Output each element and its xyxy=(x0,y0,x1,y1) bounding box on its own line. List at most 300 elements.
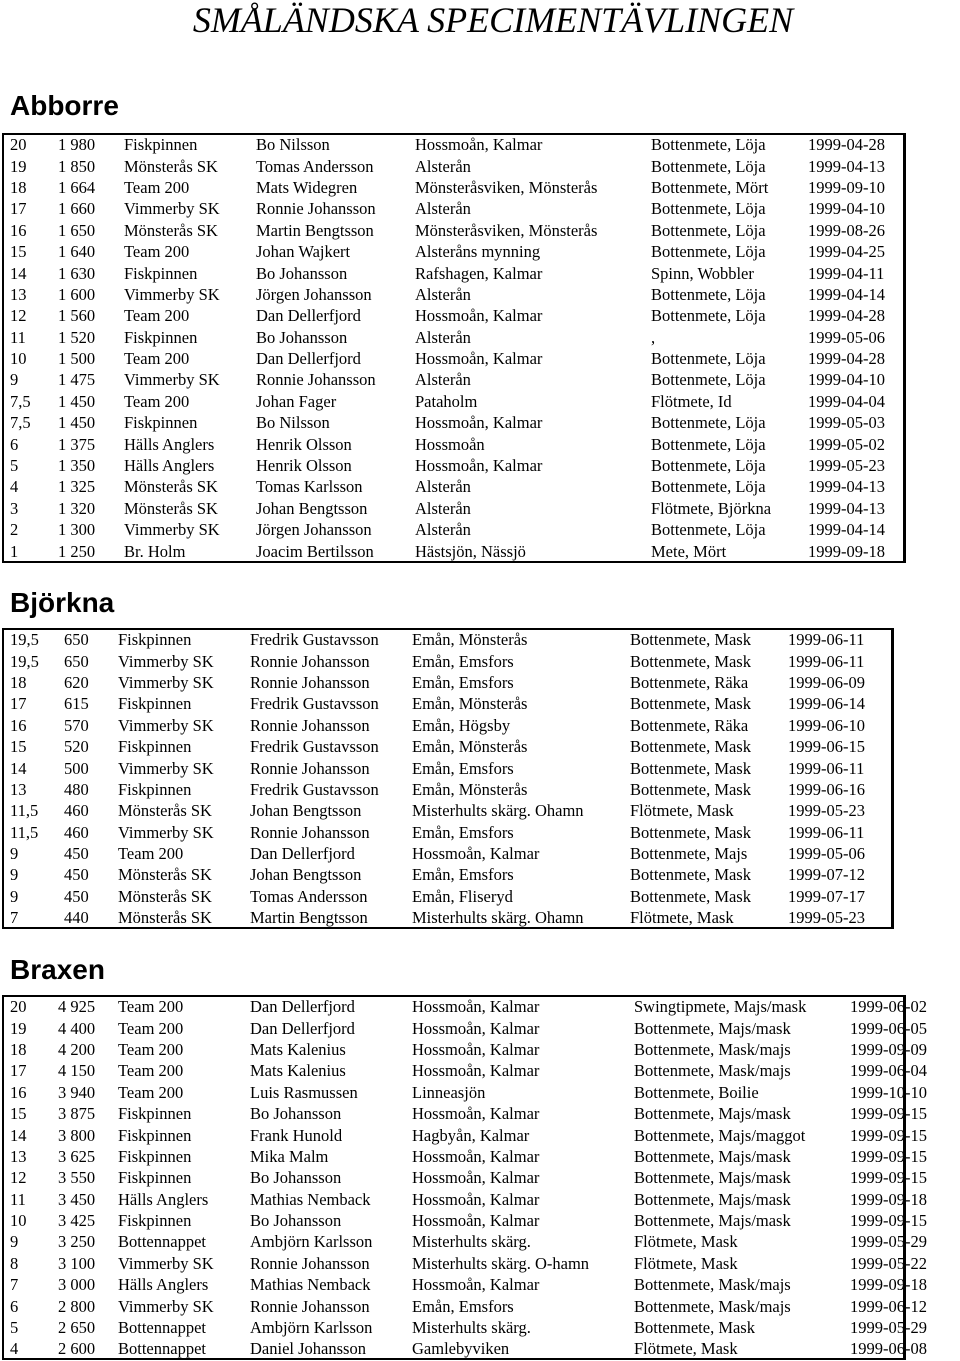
location-cell: Misterhults skärg. xyxy=(412,1318,531,1338)
table-row xyxy=(2,262,909,283)
points-cell: 11,5 xyxy=(10,801,39,821)
points-cell: 17 xyxy=(10,694,27,714)
angler-cell: Ronnie Johansson xyxy=(250,651,370,671)
table-row xyxy=(2,455,909,476)
weight-cell: 1 450 xyxy=(58,391,96,411)
table-row xyxy=(2,1189,954,1210)
table-row xyxy=(2,693,892,714)
weight-cell: 450 xyxy=(64,886,89,906)
weight-cell: 4 150 xyxy=(58,1061,96,1081)
date-cell: 1999-04-13 xyxy=(808,156,885,176)
location-cell: Hossmoån, Kalmar xyxy=(412,1168,540,1188)
points-cell: 18 xyxy=(10,672,27,692)
points-cell: 18 xyxy=(10,177,27,197)
date-cell: 1999-09-18 xyxy=(850,1189,927,1209)
points-cell: 15 xyxy=(10,1104,27,1124)
table-row xyxy=(2,822,892,843)
weight-cell: 3 450 xyxy=(58,1189,96,1209)
weight-cell: 650 xyxy=(64,630,89,650)
date-cell: 1999-05-02 xyxy=(808,434,885,454)
weight-cell: 3 875 xyxy=(58,1104,96,1124)
club-cell: Team 200 xyxy=(124,177,190,197)
date-cell: 1999-06-10 xyxy=(788,715,865,735)
method-cell: , xyxy=(651,327,656,347)
location-cell: Alsterån xyxy=(415,199,471,219)
date-cell: 1999-09-15 xyxy=(850,1146,927,1166)
method-cell: Bottenmete, Mask xyxy=(630,886,751,906)
date-cell: 1999-10-10 xyxy=(850,1082,927,1102)
angler-cell: Joacim Bertilsson xyxy=(256,541,374,561)
weight-cell: 3 800 xyxy=(58,1125,96,1145)
points-cell: 19,5 xyxy=(10,630,39,650)
method-cell: Bottenmete, Löja xyxy=(651,284,766,304)
club-cell: Hälls Anglers xyxy=(124,434,215,454)
angler-cell: Dan Dellerfjord xyxy=(250,844,355,864)
weight-cell: 2 600 xyxy=(58,1339,96,1359)
angler-cell: Jörgen Johansson xyxy=(256,284,372,304)
club-cell: Fiskpinnen xyxy=(118,630,192,650)
location-cell: Emån, Emsfors xyxy=(412,865,514,885)
angler-cell: Ambjörn Karlsson xyxy=(250,1232,373,1252)
weight-cell: 3 250 xyxy=(58,1232,96,1252)
method-cell: Bottenmete, Majs/mask xyxy=(634,1189,791,1209)
date-cell: 1999-05-03 xyxy=(808,413,885,433)
angler-cell: Martin Bengtsson xyxy=(250,908,368,928)
date-cell: 1999-04-28 xyxy=(808,306,885,326)
table-row xyxy=(2,498,909,519)
location-cell: Hossmoån, Kalmar xyxy=(412,1018,540,1038)
location-cell: Alsterån xyxy=(415,370,471,390)
points-cell: 7 xyxy=(10,908,19,928)
weight-cell: 1 850 xyxy=(58,156,96,176)
club-cell: Vimmerby SK xyxy=(124,199,220,219)
table-row xyxy=(2,284,909,305)
table-row xyxy=(2,198,909,219)
club-cell: Vimmerby SK xyxy=(118,672,214,692)
weight-cell: 500 xyxy=(64,758,89,778)
club-cell: Mönsterås SK xyxy=(118,886,212,906)
table-row xyxy=(2,1210,954,1231)
table-row xyxy=(2,1060,954,1081)
angler-cell: Bo Johansson xyxy=(250,1104,342,1124)
points-cell: 8 xyxy=(10,1253,19,1273)
club-cell: Fiskpinnen xyxy=(118,1168,192,1188)
weight-cell: 3 940 xyxy=(58,1082,96,1102)
table-row xyxy=(2,369,909,390)
weight-cell: 1 630 xyxy=(58,263,96,283)
points-cell: 19,5 xyxy=(10,651,39,671)
date-cell: 1999-06-15 xyxy=(788,737,865,757)
location-cell: Pataholm xyxy=(415,391,478,411)
table-row xyxy=(2,1039,954,1060)
table-row xyxy=(2,327,909,348)
method-cell: Flötmete, Mask xyxy=(634,1232,738,1252)
points-cell: 6 xyxy=(10,1296,19,1316)
date-cell: 1999-09-15 xyxy=(850,1104,927,1124)
points-cell: 17 xyxy=(10,199,27,219)
angler-cell: Ronnie Johansson xyxy=(256,199,376,219)
points-cell: 20 xyxy=(10,997,27,1017)
angler-cell: Mathias Nemback xyxy=(250,1189,371,1209)
points-cell: 7 xyxy=(10,1275,19,1295)
weight-cell: 450 xyxy=(64,844,89,864)
club-cell: Vimmerby SK xyxy=(118,822,214,842)
method-cell: Bottenmete, Löja xyxy=(651,135,766,155)
weight-cell: 1 325 xyxy=(58,477,96,497)
method-cell: Bottenmete, Mask xyxy=(630,694,751,714)
method-cell: Bottenmete, Mask/majs xyxy=(634,1061,791,1081)
club-cell: Team 200 xyxy=(118,1018,184,1038)
weight-cell: 4 925 xyxy=(58,997,96,1017)
angler-cell: Luis Rasmussen xyxy=(250,1082,358,1102)
location-cell: Emån, Emsfors xyxy=(412,672,514,692)
club-cell: Vimmerby SK xyxy=(124,284,220,304)
weight-cell: 3 625 xyxy=(58,1146,96,1166)
date-cell: 1999-09-15 xyxy=(850,1168,927,1188)
method-cell: Bottenmete, Mask/majs xyxy=(634,1275,791,1295)
weight-cell: 520 xyxy=(64,737,89,757)
date-cell: 1999-06-16 xyxy=(788,779,865,799)
location-cell: Hossmoån, Kalmar xyxy=(412,1275,540,1295)
angler-cell: Tomas Andersson xyxy=(250,886,368,906)
points-cell: 16 xyxy=(10,220,27,240)
table-row xyxy=(2,348,909,369)
weight-cell: 460 xyxy=(64,822,89,842)
club-cell: Team 200 xyxy=(124,349,190,369)
table-row xyxy=(2,1231,954,1252)
date-cell: 1999-04-10 xyxy=(808,199,885,219)
results-table-abborre xyxy=(2,134,909,562)
location-cell: Emån, Högsby xyxy=(412,715,511,735)
points-cell: 2 xyxy=(10,520,19,540)
club-cell: Team 200 xyxy=(118,844,184,864)
table-row xyxy=(2,1167,954,1188)
date-cell: 1999-04-14 xyxy=(808,284,885,304)
club-cell: Hälls Anglers xyxy=(124,456,215,476)
weight-cell: 1 640 xyxy=(58,242,96,262)
method-cell: Bottenmete, Majs/mask xyxy=(634,1104,791,1124)
date-cell: 1999-04-10 xyxy=(808,370,885,390)
weight-cell: 4 400 xyxy=(58,1018,96,1038)
club-cell: Fiskpinnen xyxy=(118,737,192,757)
points-cell: 13 xyxy=(10,1146,27,1166)
table-row xyxy=(2,757,892,778)
location-cell: Gamlebyviken xyxy=(412,1339,510,1359)
date-cell: 1999-08-26 xyxy=(808,220,885,240)
method-cell: Bottenmete, Majs/mask xyxy=(634,1211,791,1231)
method-cell: Bottenmete, Mask/majs xyxy=(634,1296,791,1316)
table-row xyxy=(2,1253,954,1274)
weight-cell: 1 600 xyxy=(58,284,96,304)
weight-cell: 2 800 xyxy=(58,1296,96,1316)
table-row xyxy=(2,177,909,198)
date-cell: 1999-06-12 xyxy=(850,1296,927,1316)
location-cell: Hossmoån, Kalmar xyxy=(412,844,540,864)
weight-cell: 1 664 xyxy=(58,177,96,197)
table-row xyxy=(2,391,909,412)
angler-cell: Daniel Johansson xyxy=(250,1339,366,1359)
weight-cell: 1 375 xyxy=(58,434,96,454)
table-row xyxy=(2,779,892,800)
points-cell: 11,5 xyxy=(10,822,39,842)
method-cell: Bottenmete, Räka xyxy=(630,672,749,692)
table-row xyxy=(2,629,892,650)
angler-cell: Dan Dellerfjord xyxy=(250,1018,355,1038)
method-cell: Flötmete, Id xyxy=(651,391,732,411)
method-cell: Bottenmete, Mask xyxy=(630,737,751,757)
method-cell: Bottenmete, Boilie xyxy=(634,1082,759,1102)
section-heading-bjorkna: Björkna xyxy=(10,587,115,618)
location-cell: Hossmoån, Kalmar xyxy=(412,1211,540,1231)
date-cell: 1999-06-11 xyxy=(788,651,865,671)
weight-cell: 1 660 xyxy=(58,199,96,219)
method-cell: Flötmete, Björkna xyxy=(651,498,772,518)
club-cell: Team 200 xyxy=(118,1039,184,1059)
weight-cell: 3 100 xyxy=(58,1253,96,1273)
table-row xyxy=(2,1146,954,1167)
table-row xyxy=(2,155,909,176)
date-cell: 1999-04-25 xyxy=(808,242,885,262)
location-cell: Alsterån xyxy=(415,477,471,497)
club-cell: Hälls Anglers xyxy=(118,1189,209,1209)
angler-cell: Mats Widegren xyxy=(256,177,358,197)
weight-cell: 480 xyxy=(64,779,89,799)
location-cell: Hagbyån, Kalmar xyxy=(412,1125,530,1145)
angler-cell: Ronnie Johansson xyxy=(250,822,370,842)
date-cell: 1999-06-08 xyxy=(850,1339,927,1359)
points-cell: 20 xyxy=(10,135,27,155)
points-cell: 7,5 xyxy=(10,391,31,411)
angler-cell: Dan Dellerfjord xyxy=(256,306,361,326)
method-cell: Bottenmete, Majs xyxy=(630,844,748,864)
method-cell: Flötmete, Mask xyxy=(630,801,734,821)
angler-cell: Dan Dellerfjord xyxy=(256,349,361,369)
location-cell: Hossmoån, Kalmar xyxy=(412,1039,540,1059)
club-cell: Fiskpinnen xyxy=(118,1211,192,1231)
club-cell: Fiskpinnen xyxy=(118,1146,192,1166)
date-cell: 1999-05-29 xyxy=(850,1232,927,1252)
angler-cell: Mika Malm xyxy=(250,1146,329,1166)
method-cell: Bottenmete, Löja xyxy=(651,456,766,476)
table-row xyxy=(2,1317,954,1338)
date-cell: 1999-04-13 xyxy=(808,477,885,497)
location-cell: Hossmoån, Kalmar xyxy=(412,1189,540,1209)
points-cell: 11 xyxy=(10,1189,26,1209)
date-cell: 1999-09-09 xyxy=(850,1039,927,1059)
method-cell: Bottenmete, Löja xyxy=(651,434,766,454)
method-cell: Spinn, Wobbler xyxy=(651,263,754,283)
club-cell: Fiskpinnen xyxy=(124,135,198,155)
date-cell: 1999-09-15 xyxy=(850,1211,927,1231)
angler-cell: Tomas Karlsson xyxy=(256,477,363,497)
angler-cell: Mathias Nemback xyxy=(250,1275,371,1295)
location-cell: Alsterån xyxy=(415,284,471,304)
method-cell: Bottenmete, Löja xyxy=(651,156,766,176)
date-cell: 1999-06-11 xyxy=(788,630,865,650)
method-cell: Flötmete, Mask xyxy=(630,908,734,928)
weight-cell: 440 xyxy=(64,908,89,928)
angler-cell: Ronnie Johansson xyxy=(250,758,370,778)
date-cell: 1999-04-13 xyxy=(808,498,885,518)
section-heading-abborre: Abborre xyxy=(10,90,119,121)
method-cell: Bottenmete, Mask xyxy=(630,822,751,842)
location-cell: Emån, Emsfors xyxy=(412,651,514,671)
weight-cell: 3 425 xyxy=(58,1211,96,1231)
table-row xyxy=(2,864,892,885)
table-row xyxy=(2,540,909,561)
points-cell: 17 xyxy=(10,1061,27,1081)
angler-cell: Fredrik Gustavsson xyxy=(250,737,379,757)
points-cell: 14 xyxy=(10,758,27,778)
table-row xyxy=(2,843,892,864)
club-cell: Team 200 xyxy=(124,306,190,326)
method-cell: Flötmete, Mask xyxy=(634,1253,738,1273)
points-cell: 19 xyxy=(10,1018,27,1038)
results-table-bjorkna xyxy=(2,629,892,928)
location-cell: Hossmoån, Kalmar xyxy=(415,349,543,369)
location-cell: Hossmoån, Kalmar xyxy=(415,413,543,433)
table-row xyxy=(2,220,909,241)
table-row xyxy=(2,241,909,262)
weight-cell: 2 650 xyxy=(58,1318,96,1338)
weight-cell: 4 200 xyxy=(58,1039,96,1059)
points-cell: 1 xyxy=(10,541,19,561)
date-cell: 1999-05-23 xyxy=(788,801,865,821)
method-cell: Bottenmete, Mask xyxy=(630,758,751,778)
location-cell: Hossmoån, Kalmar xyxy=(412,997,540,1017)
location-cell: Emån, Mönsterås xyxy=(412,737,528,757)
weight-cell: 1 350 xyxy=(58,456,96,476)
location-cell: Hossmoån xyxy=(415,434,485,454)
location-cell: Emån, Emsfors xyxy=(412,822,514,842)
club-cell: Fiskpinnen xyxy=(124,413,198,433)
method-cell: Bottenmete, Majs/mask xyxy=(634,1018,791,1038)
date-cell: 1999-05-23 xyxy=(808,456,885,476)
points-cell: 9 xyxy=(10,844,19,864)
points-cell: 14 xyxy=(10,1125,27,1145)
date-cell: 1999-04-28 xyxy=(808,135,885,155)
location-cell: Alsterån xyxy=(415,327,471,347)
angler-cell: Johan Bengtsson xyxy=(256,498,368,518)
club-cell: Mönsterås SK xyxy=(124,498,218,518)
table-row xyxy=(2,1124,954,1145)
club-cell: Vimmerby SK xyxy=(118,651,214,671)
location-cell: Hossmoån, Kalmar xyxy=(412,1104,540,1124)
angler-cell: Bo Nilsson xyxy=(256,135,330,155)
weight-cell: 650 xyxy=(64,651,89,671)
method-cell: Flötmete, Mask xyxy=(634,1339,738,1359)
points-cell: 9 xyxy=(10,886,19,906)
angler-cell: Fredrik Gustavsson xyxy=(250,694,379,714)
angler-cell: Ronnie Johansson xyxy=(250,672,370,692)
date-cell: 1999-09-15 xyxy=(850,1125,927,1145)
angler-cell: Fredrik Gustavsson xyxy=(250,779,379,799)
table-row xyxy=(2,519,909,540)
weight-cell: 450 xyxy=(64,865,89,885)
weight-cell: 1 450 xyxy=(58,413,96,433)
club-cell: Hälls Anglers xyxy=(118,1275,209,1295)
points-cell: 12 xyxy=(10,306,27,326)
date-cell: 1999-04-28 xyxy=(808,349,885,369)
weight-cell: 460 xyxy=(64,801,89,821)
club-cell: Team 200 xyxy=(118,1061,184,1081)
location-cell: Emån, Fliseryd xyxy=(412,886,513,906)
angler-cell: Jörgen Johansson xyxy=(256,520,372,540)
weight-cell: 1 500 xyxy=(58,349,96,369)
table-row xyxy=(2,907,892,928)
method-cell: Bottenmete, Majs/maggot xyxy=(634,1125,806,1145)
weight-cell: 1 300 xyxy=(58,520,96,540)
table-row xyxy=(2,433,909,454)
date-cell: 1999-06-05 xyxy=(850,1018,927,1038)
location-cell: Hossmoån, Kalmar xyxy=(415,135,543,155)
angler-cell: Johan Fager xyxy=(256,391,337,411)
points-cell: 14 xyxy=(10,263,27,283)
date-cell: 1999-09-18 xyxy=(850,1275,927,1295)
points-cell: 16 xyxy=(10,1082,27,1102)
points-cell: 5 xyxy=(10,1318,19,1338)
points-cell: 9 xyxy=(10,1232,19,1252)
club-cell: Fiskpinnen xyxy=(118,1104,192,1124)
location-cell: Linneasjön xyxy=(412,1082,486,1102)
location-cell: Emån, Mönsterås xyxy=(412,779,528,799)
angler-cell: Bo Johansson xyxy=(250,1168,342,1188)
club-cell: Vimmerby SK xyxy=(118,1253,214,1273)
points-cell: 15 xyxy=(10,737,27,757)
table-row xyxy=(2,1338,954,1359)
points-cell: 5 xyxy=(10,456,19,476)
points-cell: 15 xyxy=(10,242,27,262)
points-cell: 10 xyxy=(10,1211,27,1231)
location-cell: Rafshagen, Kalmar xyxy=(415,263,543,283)
location-cell: Misterhults skärg. Ohamn xyxy=(412,801,584,821)
angler-cell: Johan Wajkert xyxy=(256,242,351,262)
location-cell: Alsterån xyxy=(415,498,471,518)
weight-cell: 1 650 xyxy=(58,220,96,240)
method-cell: Bottenmete, Räka xyxy=(630,715,749,735)
club-cell: Mönsterås SK xyxy=(118,801,212,821)
table-row xyxy=(2,886,892,907)
table-row xyxy=(2,672,892,693)
date-cell: 1999-06-04 xyxy=(850,1061,927,1081)
club-cell: Br. Holm xyxy=(124,541,186,561)
points-cell: 18 xyxy=(10,1039,27,1059)
points-cell: 6 xyxy=(10,434,19,454)
table-row xyxy=(2,715,892,736)
angler-cell: Bo Johansson xyxy=(256,263,348,283)
points-cell: 9 xyxy=(10,370,19,390)
table-row xyxy=(2,800,892,821)
weight-cell: 1 320 xyxy=(58,498,96,518)
points-cell: 9 xyxy=(10,865,19,885)
location-cell: Hossmoån, Kalmar xyxy=(412,1146,540,1166)
table-row xyxy=(2,1082,954,1103)
method-cell: Bottenmete, Mask xyxy=(630,779,751,799)
weight-cell: 615 xyxy=(64,694,89,714)
method-cell: Bottenmete, Mask xyxy=(630,630,751,650)
method-cell: Bottenmete, Löja xyxy=(651,220,766,240)
table-row xyxy=(2,736,892,757)
weight-cell: 1 520 xyxy=(58,327,96,347)
date-cell: 1999-09-18 xyxy=(808,541,885,561)
angler-cell: Ronnie Johansson xyxy=(256,370,376,390)
method-cell: Bottenmete, Löja xyxy=(651,349,766,369)
date-cell: 1999-05-23 xyxy=(788,908,865,928)
angler-cell: Johan Bengtsson xyxy=(250,865,362,885)
points-cell: 3 xyxy=(10,498,19,518)
section-heading-braxen: Braxen xyxy=(10,954,105,985)
club-cell: Team 200 xyxy=(124,391,190,411)
